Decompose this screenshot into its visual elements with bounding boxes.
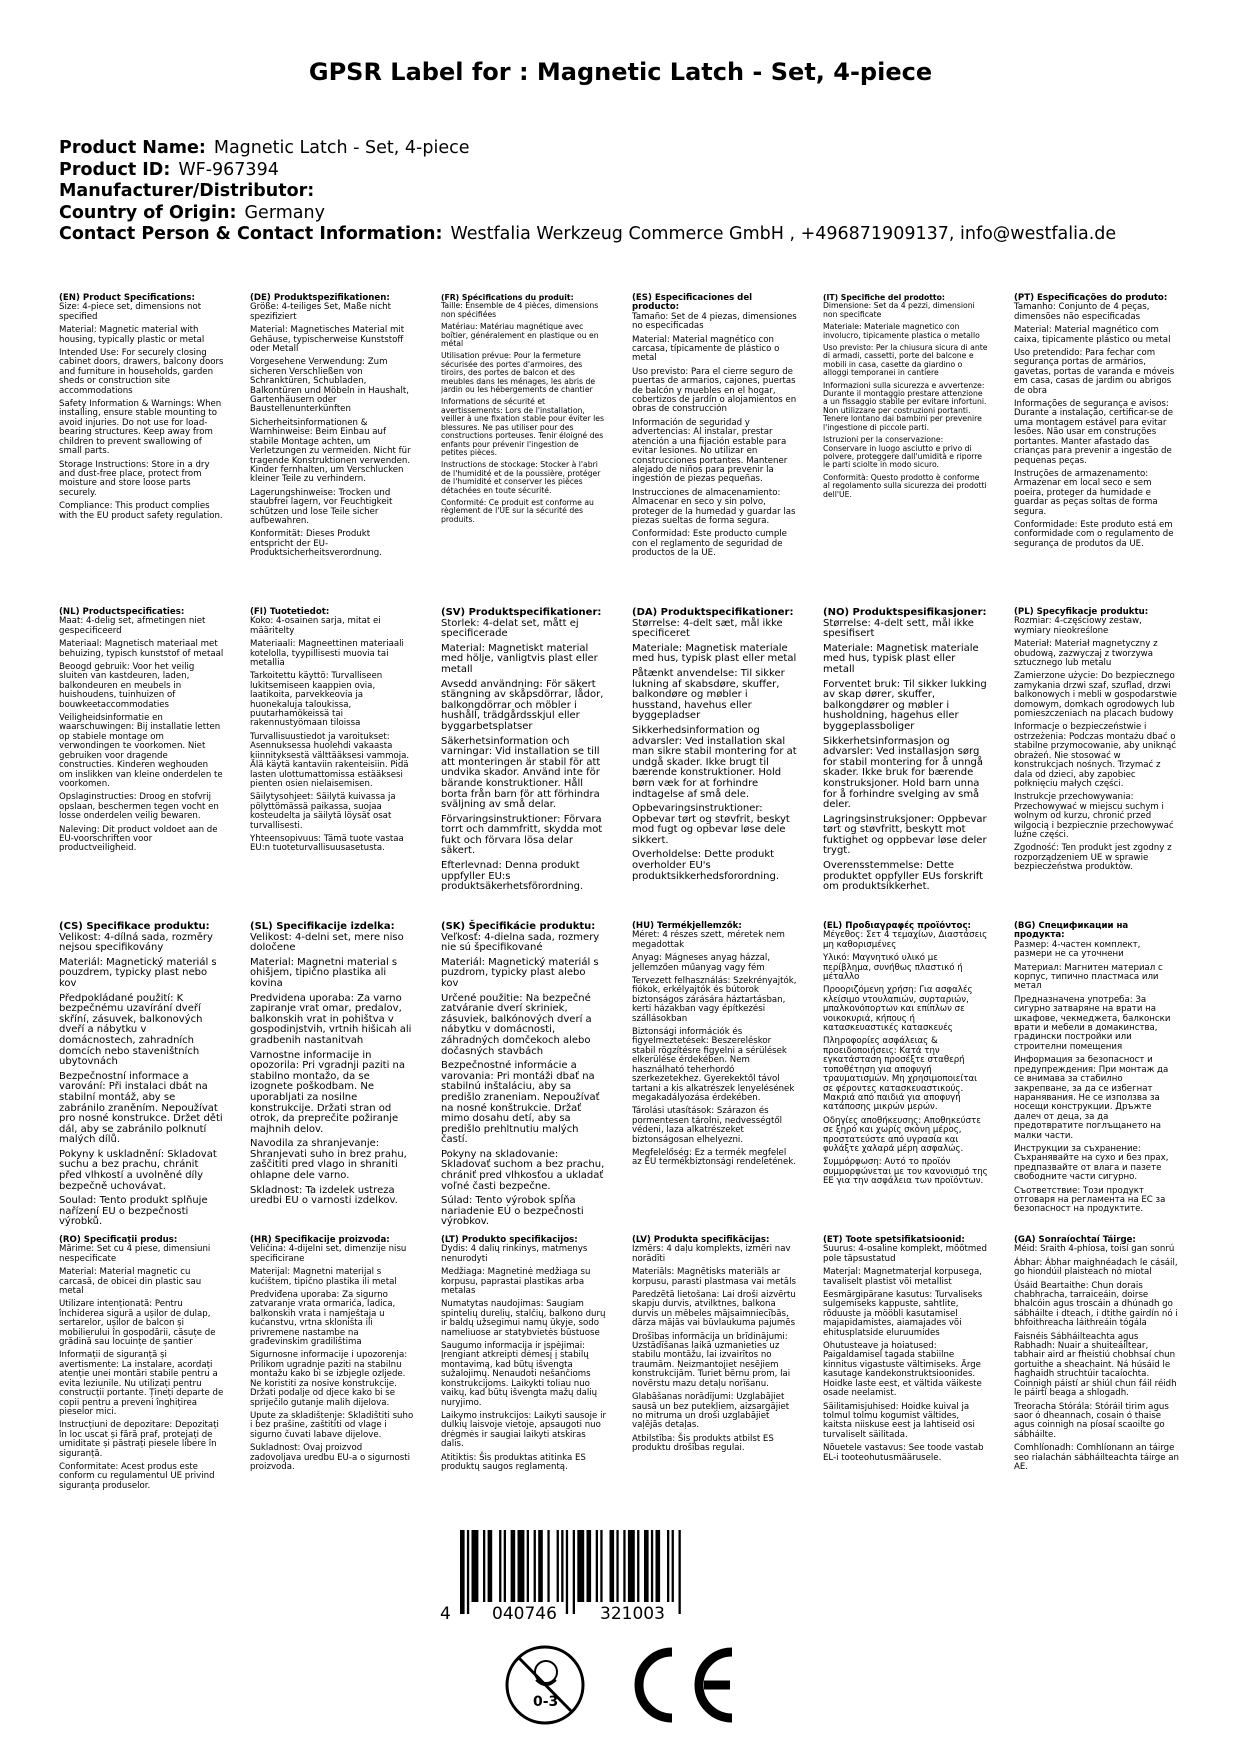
spec-paragraph: Méret: 4 részes szett, méretek nem megadottak (632, 930, 785, 950)
spec-paragraph: Predviđena uporaba: Za sigurno zatvaranje vrata ormarića, ladica, balkonskih vrata i namještaja u kućanstvu, vrtna skloništa ili privremene nastambe na građevinskim gradilištima (250, 1290, 396, 1348)
spec-heading: (HU) Termékjellemzők: (632, 921, 742, 931)
spec-paragraph: Materiál: Magnetický materiál s puzdrom, typicky plast alebo kov (441, 956, 599, 989)
spec-paragraph: Zgodność: Ten produkt jest zgodny z rozporządzeniem UE w sprawie bezpieczeństwa produktów. (1014, 843, 1172, 873)
spec-paragraph: Instrucciones de almacenamiento: Almacenar en seco y sin polvo, proteger de la humedad y guardar las piezas sueltas de forma segura. (632, 487, 796, 526)
spec-paragraph: Tamanho: Conjunto de 4 peças, dimensões não especificadas (1014, 302, 1150, 322)
spec-paragraph: Uso previsto: Para el cierre seguro de puertas de armarios, cajones, puertas de balcón y muebles en el hogar, cobertizos de jardín o alojamientos en obras de construcción (632, 366, 797, 415)
barcode-left-digits: 040746 (492, 1604, 557, 1624)
barcode-bar (566, 1530, 568, 1614)
barcode-bar (573, 1530, 575, 1614)
barcode-bar (547, 1530, 549, 1602)
spec-paragraph: Instructions de stockage: Stocker à l'abri de l'humidité et de la poussière, protéger de l'humidité et conserver les pièces détachées en toute sécurité. (441, 460, 601, 495)
spec-paragraph: Yhteensopivuus: Tämä tuote vastaa EU:n tuoteturvallisuusasetusta. (250, 833, 404, 854)
product-info (59, 138, 1116, 246)
spec-heading: (PL) Specyfikacje produktu: (1014, 607, 1149, 617)
product-name-row (59, 138, 1116, 160)
barcode-bar (610, 1530, 615, 1602)
spec-paragraph: Tarkoitettu käyttö: Turvalliseen lukitsemiseen kaappien ovia, laatikoita, parvekkeovia ja huonekaluja taloukissa, puutarhamökeissä tai rakennustyömaan tiloissa (250, 671, 383, 729)
spec-block (250, 1236, 415, 1476)
spec-block (632, 922, 797, 1172)
spec-heading: (NL) Productspecificaties: (59, 607, 185, 617)
age-range-text: 0-3 (533, 1694, 559, 1710)
spec-paragraph: Suurus: 4-osaline komplekt, mõõtmed pole täpsustatud (823, 1244, 988, 1264)
spec-paragraph: Material: Magnetni material s ohišjem, tipično plastika ali kovina (250, 956, 398, 989)
spec-paragraph: Atitiktis: Šis produktas atitinka ES produktų saugos reglamentą. (441, 1452, 586, 1472)
spec-paragraph: Предназначена употреба: За сигурно затваряне на врати на шкафове, чекмеджета, балконски врати и мебели в домакинства, градински постройки или строителни помещения (1014, 994, 1171, 1052)
spec-paragraph: Sigurnosne informacije i upozorenja: Prilikom ugradnje paziti na stabilnu montažu kako bi se izbjegle ozljede. Ne koristiti za nosive konstrukcije. Držati podalje od djece kako bi se spriječilo gutanje malih dijelova. (250, 1350, 408, 1408)
contact-row (59, 224, 1116, 246)
spec-block (441, 294, 606, 528)
spec-paragraph: Beoogd gebruik: Voor het veilig sluiten van kastdeuren, laden, balkondeuren en meubels in huishoudens, tuinhuizen of bouwkeetaccommodaties (59, 662, 195, 710)
spec-paragraph: Efterlevnad: Denna produkt uppfyller EU:s produktsäkerhetsförordning. (441, 860, 584, 893)
barcode-bar (587, 1530, 592, 1602)
spec-paragraph: Lagringsinstruksjoner: Oppbevar tørt og støvfritt, beskytt mot fuktighet og oppbevar løse deler trygt. (823, 813, 987, 857)
spec-block (1014, 294, 1179, 553)
spec-paragraph: Eesmärgipärane kasutus: Turvaliseks sulgemiseks kappuste, sahtlite, rõduuste ja mööbli kasutamisel majapidamistes, aiamajades või ehitusplatside eluruumides (823, 1290, 983, 1338)
no-children-0-3-icon (507, 1647, 583, 1723)
spec-paragraph: Tárolási utasítások: Szárazon és pormentesen tárolni, nedvességtől védeni, laza alkatrészeket biztonságosan elhelyezni. (632, 1106, 782, 1145)
spec-paragraph: Lagerungshinweise: Trocken und staubfrei lagern, vor Feuchtigkeit schützen und lose Teile sicher aufbewahren. (250, 487, 393, 526)
barcode (440, 1530, 700, 1630)
spec-block (441, 608, 606, 897)
spec-block (823, 608, 988, 897)
spec-paragraph: Συμμόρφωση: Αυτό το προϊόν συμμορφώνεται με τον κανονισμό της ΕΕ για την ασφάλεια των προϊόντων. (823, 1157, 988, 1187)
spec-paragraph: Veličina: 4-dijelni set, dimenzije nisu specificirane (250, 1244, 407, 1264)
barcode-bar (527, 1530, 529, 1602)
spec-paragraph: Utilisation prévue: Pour la fermeture sécurisée des portes d'armoires, des tiroirs, des portes de balcon et des meubles dans les ménages, les abris de jardin ou les hébergements de chantier (441, 351, 596, 395)
spec-heading: (SK) Špecifikácie produktu: (441, 921, 596, 932)
spec-paragraph: Säilytysohjeet: Säilytä kuivassa ja pölyttömässä paikassa, suojaa kosteudelta ja säilytä löysät osat turvallisesti. (250, 792, 396, 831)
spec-heading: (SV) Produktspecifikationer: (441, 607, 602, 618)
spec-paragraph: Materiál: Magnetický materiál s pouzdrem, typicky plast nebo kov (59, 956, 217, 989)
spec-paragraph: Instrucțiuni de depozitare: Depozitați în loc uscat și fără praf, protejați de umiditate și păstrați piesele libere în siguranță. (59, 1420, 219, 1459)
spec-paragraph: Safety Information & Warnings: When installing, ensure stable mounting to avoid injuries. Do not use for load-bearing structures. Keep away from children to prevent swallowing of small parts. (59, 399, 222, 457)
barcode-right-digits: 321003 (600, 1604, 665, 1624)
barcode-bar (577, 1530, 584, 1602)
spec-block (823, 294, 988, 503)
spec-paragraph: Predvidena uporaba: Za varno zapiranje vrat omar, predalov, balkonskih vrat in pohištva v gospodinjstvih, vrtnih hišicah ali gradbenih nastanitvah (250, 992, 412, 1046)
barcode-bar (651, 1530, 653, 1602)
barcode-bar (499, 1530, 501, 1602)
barcode-bar (672, 1530, 674, 1602)
product-id-value: WF-967394 (178, 159, 279, 180)
spec-heading: (EN) Product Specifications: (59, 293, 195, 303)
spec-paragraph: Sikkerhetsinformasjon og advarsler: Ved installasjon sørg for stabil montering for å unngå skader. Ikke bruk for bærende konstruksjoner. Hold barn unna for å forhindre svelging av små deler. (823, 735, 984, 811)
barcode-first-digit: 4 (440, 1604, 451, 1624)
spec-paragraph: Materjal: Magnetmaterjal korpusega, tavaliselt plastist või metallist (823, 1267, 982, 1287)
spec-paragraph: Instrukcje przechowywania: Przechowywać w miejscu suchym i wolnym od kurzu, chronić przed wilgocią i bezpiecznie przechowywać luźne części. (1014, 792, 1174, 840)
ce-mark-icon (639, 1652, 732, 1718)
spec-paragraph: Atbilstība: Šis produkts atbilst ES produktu drošības regulai. (632, 1433, 774, 1454)
spec-paragraph: Overensstemmelse: Dette produktet oppfyller EUs forskrift om produktsikkerhet. (823, 860, 984, 893)
compliance-symbols (500, 1640, 760, 1730)
product-id-row (59, 160, 1116, 182)
spec-heading: (IT) Specifiche del prodotto: (823, 293, 945, 302)
barcode-bar (511, 1530, 516, 1602)
spec-block (59, 608, 224, 858)
spec-heading: (GA) Sonraíochtaí Táirge: (1014, 1235, 1136, 1245)
spec-paragraph: Numatytas naudojimas: Saugiam spintelių durelių, stalčių, balkono durų ir baldų užsegimui namų ūkyje, sodo nameliuose ar statybvietės būstuose (441, 1299, 606, 1338)
barcode-bar (483, 1530, 485, 1602)
barcode-bar (460, 1530, 465, 1614)
spec-paragraph: Comhlíonadh: Comhlíonann an táirge seo rialachán sábháilteachta táirge an AE. (1014, 1443, 1179, 1472)
spec-paragraph: Drošības informācija un brīdinājumi: Uzstādīšanas laikā uzmanieties uz stabilu montāžu, lai izvairītos no traumām. Neizmantojiet nesējiem konstrukcijām. Turiet bērnu prom, lai novērstu mazu detaļu norīšanu. (632, 1331, 791, 1389)
spec-paragraph: Υλικό: Μαγνητικό υλικό με περίβλημα, συνήθως πλαστικό ή μέταλλο (823, 953, 963, 983)
spec-paragraph: Uso previsto: Per la chiusura sicura di ante di armadi, cassetti, porte del balcone e mobili in casa, casette da giardino o alloggi temporanei in cantiere (823, 343, 988, 378)
spec-block (59, 922, 224, 1232)
spec-paragraph: Material: Material magnético con carcasa, típicamente de plástico o metal (632, 334, 780, 364)
spec-paragraph: Förvaringsinstruktioner: Förvara torrt och dammfritt, skydda mot fukt och förvara lösa delar säkert. (441, 813, 603, 857)
spec-heading: (NO) Produktspesifikasjoner: (823, 607, 987, 618)
spec-paragraph: Matériau: Matériau magnétique avec boîtier, généralement en plastique ou en métal (441, 322, 599, 349)
spec-paragraph: Size: 4-piece set, dimensions not specified (59, 302, 202, 322)
spec-block (59, 294, 224, 525)
spec-paragraph: Avsedd användning: För säkert stängning av skåpsdörrar, lådor, balkongdörrar och möbler i hushåll, trädgårdsskjul eller byggarbetsplatser (441, 678, 604, 732)
spec-paragraph: Turvallisuustiedot ja varoitukset: Asennuksessa huolehdi vakaasta kiinnityksestä välttääksesi vammoja. Älä käytä kantaviin rakenteisiin. Pidä lasten ulottumattomissa estääksesi pienten osien nielaisemisen. (250, 731, 410, 789)
contact-label: Contact Person & Contact Information: (59, 224, 443, 244)
spec-heading: (DE) Produktspezifikationen: (250, 293, 390, 303)
spec-paragraph: Tervezett felhasználás: Szekrényajtók, fiókok, erkélyajtók és bútorok biztonságos zárására háztartásban, kerti házakban vagy építkezési szállásokban (632, 976, 797, 1024)
barcode-bar (534, 1530, 536, 1602)
spec-heading: (BG) Спецификации на продукта: (1014, 921, 1129, 941)
spec-paragraph: Medžiaga: Magnetinė medžiaga su korpusu, paprastai plastikas arba metalas (441, 1267, 591, 1297)
spec-paragraph: Paredzētā lietošana: Lai droši aizvērtu skapju durvis, atvilktnes, balkona durvis un mēbeles mājsaimniecībās, dārza mājās vai būvlaukuma pajumēs (632, 1290, 796, 1329)
barcode-bar (538, 1530, 543, 1602)
spec-paragraph: Uso pretendido: Para fechar com segurança portas de armários, gavetas, portas de varanda e móveis em casa, casas de jardim ou abrigos de obra (1014, 348, 1175, 396)
barcode-bar (628, 1530, 635, 1602)
spec-paragraph: Informacje o bezpieczeństwie i ostrzeżenia: Podczas montażu dbać o stabilne przymocowanie, aby uniknąć obrażeń. Nie stosować w konstrukcjach nośnych. Trzymać z dala od dzieci, aby zapobiec połknięciu małych części. (1014, 722, 1177, 789)
barcode-bar (600, 1530, 602, 1602)
spec-paragraph: Conformidade: Este produto está em conformidade com o regulamento de segurança de produtos da UE. (1014, 519, 1174, 549)
spec-paragraph: Säkerhetsinformation och varningar: Vid installation se till att monteringen är stabil för att undvika skador. Använd inte för bärande konstruktioner. Håll borta från barn för att förhindra sväljning av små delar. (441, 735, 601, 811)
spec-heading: (ES) Especificaciones del producto: (632, 293, 753, 313)
spec-paragraph: Biztonsági információk és figyelmeztetések: Beszereléskor stabil rögzítésre figyelni a sérülések elkerülése érdekében. Nem használható teherhordó szerkezetekhez. Gyerekektől távol tartani a kis alkatrészek lenyelésének megakadályozása érdekében. (632, 1027, 795, 1103)
spec-paragraph: Ohutusteave ja hoiatused: Paigaldamisel tagada stabiilne kinnitus vigastuste vältimiseks. Ärge kasutage kandekonstruktsioonides. Hoidke laste eest, et vältida väikeste osade neelamist. (823, 1341, 982, 1399)
spec-paragraph: Opbevaringsinstruktioner: Opbevar tørt og støvfrit, beskyt mod fugt og opbevar løse dele sikkert. (632, 803, 790, 846)
spec-paragraph: Informações de segurança e avisos: Durante a instalação, certificar-se de uma montagem estável para evitar lesões. Não usar em construções portantes. Manter afastado das crianças para prevenir a ingestão de pequenas peças. (1014, 399, 1174, 466)
spec-paragraph: Varnostne informacije in opozorila: Pri vgradnji paziti na stabilno montažo, da se izognete poškodbam. Ne uporabljati za nosilne konstrukcije. Držati stran od otrok, da preprečite požiranje majhnih delov. (250, 1049, 405, 1135)
spec-paragraph: Overholdelse: Dette produkt overholder EU's produktsikkerhedsforordning. (632, 849, 780, 882)
spec-paragraph: Sicherheitsinformationen & Warnhinweise: Beim Einbau auf stabile Montage achten, um Verletzungen zu vermeiden. Nicht für tragende Konstruktionen verwenden. Kinder fernhalten, um Verschlucken kleiner Teile zu verhindern. (250, 417, 411, 485)
spec-block (441, 922, 606, 1232)
spec-block (250, 294, 415, 563)
spec-paragraph: Materijal: Magnetni materijal s kućištem, tipično plastika ili metal (250, 1267, 397, 1287)
barcode-bar (616, 1530, 618, 1602)
spec-paragraph: Rozmiar: 4-częściowy zestaw, wymiary nieokreślone (1014, 616, 1142, 636)
spec-paragraph: Mărime: Set cu 4 piese, dimensiuni nespecificate (59, 1244, 211, 1264)
product-name-label: Product Name: (59, 138, 206, 158)
spec-paragraph: Størrelse: 4-delt sæt, mål ikke specificeret (632, 617, 783, 640)
spec-paragraph: Veiligheidsinformatie en waarschuwingen: Bij installatie letten op stabiele montage om verwondingen te voorkomen. Niet gebruiken voor dragende constructies. Kinderen weghouden om inslikken van kleine onderdelen te voorkomen. (59, 713, 223, 789)
spec-paragraph: Informații de siguranță și avertismente: La instalare, acordați atenție unei montări stabile pentru a evita leziunile. Nu utilizați pentru construcții portante. Țineți departe de copii pentru a preveni înghițirea pieselor mici. (59, 1350, 224, 1417)
spec-paragraph: Skladnost: Ta izdelek ustreza uredbi EU o varnosti izdelkov. (250, 1184, 398, 1207)
label-title: GPSR Label for : Magnetic Latch - Set, 4-piece (308, 58, 933, 86)
spec-paragraph: Předpokládané použití: K bezpečnému uzavírání dveří skříní, zásuvek, balkonových dveří a nábytku v domácnostech, zahradních domcích nebo staveništních ubytovnách (59, 992, 203, 1068)
spec-paragraph: Určené použitie: Na bezpečné zatváranie dverí skriniek, zásuviek, balkónových dverí a nábytku v domácnosti, záhradných domčekoch alebo dočasných stavbách (441, 992, 592, 1057)
spec-paragraph: Tamaño: Set de 4 piezas, dimensiones no especificadas (632, 311, 797, 332)
spec-heading: (SL) Specifikacije izdelka: (250, 921, 395, 932)
barcode-bar (467, 1530, 469, 1614)
barcode-bar (623, 1530, 625, 1602)
country-row (59, 203, 1116, 225)
spec-paragraph: Velikost: 4-delni set, mere niso določene (250, 931, 404, 954)
spec-paragraph: Nõuetele vastavus: See toode vastab EL-i tooteohutusmäärusele. (823, 1443, 984, 1463)
spec-heading: (HR) Specifikacije proizvoda: (250, 1235, 390, 1245)
spec-paragraph: Faisnéis Sábháilteachta agus Rabhadh: Nuair a shuiteáiltear, tabhair aird ar fheistiú chobhsaí chun gortuithe a sheachaint. Ná húsáid le haghaidh struchtúir tacaíochta. Coinnigh páistí ar shiúl chun fáil réidh le páirtí beaga a shlogadh. (1014, 1331, 1177, 1399)
spec-block (1014, 608, 1179, 877)
spec-heading: (DA) Produktspecifikationer: (632, 607, 794, 618)
spec-block (250, 608, 415, 858)
spec-paragraph: Ábhar: Ábhar maighnéadach le cásáil, go hiondúil plaisteach nó miotal (1014, 1257, 1178, 1278)
spec-paragraph: Material: Magnetiskt material med hölje, vanligtvis plast eller metall (441, 642, 598, 675)
spec-paragraph: Materiał: Materiał magnetyczny z obudową, zazwyczaj z tworzywa sztucznego lub metalu (1014, 639, 1158, 669)
spec-block (632, 1236, 797, 1458)
spec-heading: (CS) Specifikace produktu: (59, 921, 210, 932)
country-label: Country of Origin: (59, 202, 237, 223)
barcode-bar (561, 1530, 563, 1602)
spec-paragraph: Konformität: Dieses Produkt entspricht der EU-Produktsicherheitsverordnung. (250, 529, 382, 559)
spec-paragraph: Súlad: Tento výrobok spĺňa nariadenie EÚ o bezpečnosti výrobkov. (441, 1195, 584, 1228)
spec-paragraph: Pokyny na skladovanie: Skladovať suchom a bez prachu, chrániť pred vlhkosťou a ukladať voľné časti bezpečne. (441, 1148, 605, 1192)
spec-block (441, 1236, 606, 1476)
spec-block (632, 294, 797, 563)
spec-paragraph: Úsáid Beartaithe: Chun dorais chabhracha, tarraiceáin, doirse bhalcóin agus troscáin a dhúnadh go sábháilte i dteach, i dtithe gairdín nó i bhfoithreacha láithreáin tógála (1014, 1280, 1178, 1329)
spec-paragraph: Conformidad: Este producto cumple con el reglamento de seguridad de productos de la UE. (632, 529, 787, 559)
spec-block (823, 922, 988, 1191)
spec-heading: (EL) Προδιαγραφές προϊόντος: (823, 921, 971, 931)
spec-paragraph: Instruções de armazenamento: Armazenar em local seco e sem poeira, proteger da humidade e guardar as peças soltas de forma segura. (1014, 468, 1158, 517)
spec-paragraph: Soulad: Tento produkt splňuje nařízení EU o bezpečnosti výrobků. (59, 1195, 208, 1228)
spec-paragraph: Méid: Sraith 4-phíosa, toisí gan sonrú (1014, 1244, 1175, 1255)
spec-paragraph: Vorgesehene Verwendung: Zum sicheren Verschließen von Schranktüren, Schubladen, Balkontüren und Möbeln in Haushalt, Gartenhäusern oder Baustellenunterkünften (250, 357, 410, 415)
spec-paragraph: Bezpečnostní informace a varování: Při instalaci dbát na stabilní montáž, aby se zabránilo zraněním. Nepoužívat pro nosné konstrukce. Držet děti dál, aby se zabránilo polknutí malých dílů. (59, 1070, 223, 1146)
barcode-bar (679, 1530, 681, 1614)
spec-paragraph: Navodila za shranjevanje: Shranjevati suho in brez prahu, zaščititi pred vlago in shraniti ohlapne dele varno. (250, 1138, 407, 1182)
barcode-bar (644, 1530, 649, 1602)
spec-paragraph: Informations de sécurité et avertissements: Lors de l'installation, veiller à une fixation stable pour éviter les blessures. Ne pas utiliser pour des constructions porteuses. Tenir éloigné des enfants pour prévenir l'ingestion de petites pièces. (441, 397, 604, 457)
spec-heading: (ET) Toote spetsifikatsioonid: (823, 1235, 965, 1245)
spec-paragraph: Materiale: Materiale magnetico con involucro, tipicamente plastica o metallo (823, 322, 980, 340)
spec-paragraph: Μέγεθος: Σετ 4 τεμαχίων, Διαστάσεις μη καθορισμένες (823, 930, 988, 950)
country-value: Germany (244, 202, 325, 223)
barcode-bar (472, 1530, 479, 1602)
spec-paragraph: Größe: 4-teiliges Set, Maße nicht spezifiziert (250, 302, 391, 322)
spec-paragraph: Pokyny k uskladnění: Skladovat suchu a bez prachu, chránit před vlhkostí a uvolněné díly bezpečně uchovávat. (59, 1148, 217, 1192)
spec-paragraph: Izmērs: 4 daļu komplekts, izmēri nav norādīti (632, 1244, 791, 1264)
spec-paragraph: Materiaali: Magneettinen materiaali kotelolla, tyypillisesti muovia tai metallia (250, 639, 404, 669)
spec-paragraph: Forventet bruk: Til sikker lukking av skap dører, skuffer, balkongdører og møbler i husholdning, hagehus eller byggeplassboliger (823, 678, 987, 732)
spec-paragraph: Πληροφορίες ασφάλειας & προειδοποιήσεις: Κατά την εγκατάσταση προσέξτε σταθερή τοποθέτηση για αποφυγή τραυματισμών. Μη χρησιμοποιείται σε φέροντες κατασκευαστικούς. Μακριά από παιδιά για αποφυγή κατάποσης μικρών μερών. (823, 1036, 978, 1113)
barcode-bar (596, 1530, 598, 1602)
spec-paragraph: Informazioni sulla sicurezza e avvertenze: Durante il montaggio prestare attenzione a un fissaggio stabile per evitare infortuni. Non utilizzare per costruzioni portanti. Tenere lontano dai bambini per prevenire l'ingestione di piccole parti. (823, 380, 987, 432)
spec-paragraph: Инструкции за съхранение: Съхранявайте на сухо и без прах, предпазвайте от влага и пазете свободните части сигурно. (1014, 1143, 1169, 1183)
spec-paragraph: Utilizare intenționată: Pentru închiderea sigură a ușilor de dulap, sertarelor, ușilor de balcon și mobilierului în gospodării, căsuțe de grădină sau locuințe de șantier (59, 1299, 216, 1348)
spec-paragraph: Påtænkt anvendelse: Til sikker lukning af skabsdøre, skuffer, balkondøre og møbler i husstand, havehus eller byggepladser (632, 667, 785, 722)
barcode-bar (557, 1530, 559, 1602)
spec-paragraph: Anyag: Mágneses anyag házzal, jellemzően műanyag vagy fém (632, 953, 770, 973)
spec-block (1014, 922, 1179, 1219)
spec-paragraph: Storage Instructions: Store in a dry and dust-free place, protect from moisture and store loose parts securely. (59, 459, 210, 498)
spec-paragraph: Conformitate: Acest produs este conform cu regulamentul UE privind siguranța produselor. (59, 1461, 215, 1491)
spec-heading: (FI) Tuotetiedot: (250, 607, 330, 617)
spec-heading: (LT) Produkto specifikacijos: (441, 1235, 578, 1245)
spec-block (1014, 1236, 1179, 1476)
spec-paragraph: Materiaal: Magnetisch materiaal met behuizing, typisch kunststof of metaal (59, 639, 224, 659)
spec-paragraph: Glabāšanas norādījumi: Uzglabājiet sausā un bez putekļiem, aizsargājiet no mitruma un droši uzglabājiet vaļējās detaļas. (632, 1392, 790, 1431)
spec-heading: (LV) Produkta specifikācijas: (632, 1235, 770, 1245)
spec-paragraph: Naleving: Dit product voldoet aan de EU-voorschriften voor productveiligheid. (59, 824, 218, 854)
spec-block (823, 1236, 988, 1467)
spec-paragraph: Material: Magnetic material with housing, typically plastic or metal (59, 325, 205, 345)
spec-block (59, 1236, 224, 1495)
spec-paragraph: Информация за безопасност и предупреждения: При монтаж да се внимава за стабилно закрепване, за да се избегнат наранявания. Не се използва за носещи конструкции. Дръжте далеч от деца, за да предотвратите поглъщането на малки части. (1014, 1055, 1169, 1141)
spec-heading: (FR) Spécifications du produit: (441, 293, 574, 302)
spec-paragraph: Προοριζόμενη χρήση: Για ασφαλές κλείσιμο ντουλαπιών, συρταριών, μπαλκονόπορτων και επίπλων σε νοικοκυριά, κήπους ή κατασκευαστικές κατασκευές (823, 985, 973, 1034)
spec-paragraph: Información de seguridad y advertencias: Al instalar, prestar atención a una fijación estable para evitar lesiones. No utilizar en construcciones portantes. Mantener alejado de niños para prevenir la ingestión de piezas pequeñas. (632, 417, 788, 485)
spec-paragraph: Материал: Магнитен материал с корпус, типично пластмаса или метал (1014, 962, 1163, 992)
spec-paragraph: Megfelelőség: Ez a termék megfelel az EU termékbiztonsági rendeletének. (632, 1147, 796, 1168)
spec-paragraph: Materiale: Magnetisk materiale med hus, typisk plast eller metall (823, 642, 979, 675)
product-id-label: Product ID: (59, 159, 171, 180)
spec-block (632, 608, 797, 886)
spec-paragraph: Bezpečnostné informácie a varovania: Pri montáži dbať na stabilnú inštaláciu, aby sa predišlo zraneniam. Nepoužívať na nosné konštrukcie. Držať mimo dosahu detí, aby sa predišlo prehltnutiu malých častí. (441, 1060, 600, 1146)
spec-paragraph: Dydis: 4 dalių rinkinys, matmenys nenurodyti (441, 1244, 588, 1264)
spec-paragraph: Οδηγίες αποθήκευσης: Αποθηκεύστε σε ξηρό και χωρίς σκόνη μέρος, προστατεύστε από υγρασία και φυλάξτε χαλαρά μέρη ασφαλώς. (823, 1115, 981, 1154)
spec-paragraph: Laikymo instrukcijos: Laikyti sausoje ir dulkių laisvoje vietoje, apsaugoti nuo drėgmės ir saugiai laikyti atskiras dalis. (441, 1410, 606, 1450)
spec-paragraph: Maat: 4-delig set, afmetingen niet gespecificeerd (59, 616, 206, 636)
spec-block (250, 922, 415, 1211)
spec-paragraph: Treoracha Stórála: Stóráil tirim agus saor ó dheannach, cosain ó thaise agus coinnigh na píosaí scaoilte go sábháilte. (1014, 1401, 1169, 1440)
barcode-bar (488, 1530, 493, 1602)
barcode-bar (504, 1530, 506, 1602)
spec-paragraph: Conformità: Questo prodotto è conforme al regolamento sulla sicurezza dei prodotti dell'UE. (823, 472, 987, 499)
spec-paragraph: Koko: 4-osainen sarja, mitat ei määritelty (250, 616, 381, 636)
spec-paragraph: Istruzioni per la conservazione: Conservare in luogo asciutto e privo di polvere, proteggere dall'umidità e riporre le parti sciolte in modo sicuro. (823, 435, 983, 470)
spec-paragraph: Velikost: 4-dílná sada, rozměry nejsou specifikovány (59, 931, 213, 954)
spec-paragraph: Upute za skladištenje: Skladištiti suho i bez prašine, zaštititi od vlage i sigurno čuvati labave dijelove. (250, 1410, 414, 1440)
spec-paragraph: Veľkosť: 4-dielna sada, rozmery nie sú špecifikované (441, 931, 600, 954)
barcode-bar (518, 1530, 525, 1602)
spec-paragraph: Intended Use: For securely closing cabinet doors, drawers, balcony doors and furniture in households, garden sheds or construction site accommodations (59, 348, 224, 396)
spec-paragraph: Compliance: This product complies with the EU product safety regulation. (59, 501, 223, 521)
spec-paragraph: Material: Material magnético com caixa, tipicamente plástico ou metal (1014, 325, 1171, 345)
barcode-bar (656, 1530, 661, 1602)
spec-paragraph: Säilitamisjuhised: Hoidke kuival ja tolmul tolmu kogumist vältides, kaitsta niiskuse eest ja lahtiseid osi turvaliselt säilitada. (823, 1401, 975, 1440)
spec-paragraph: Material: Magnetisches Material mit Gehäuse, typischerweise Kunststoff oder Metall (250, 325, 405, 355)
spec-paragraph: Storlek: 4-delat set, mått ej specificerade (441, 617, 579, 640)
spec-paragraph: Размер: 4-частен комплект, размери не са уточнени (1014, 939, 1141, 960)
manufacturer-row (59, 181, 1116, 203)
spec-paragraph: Opslaginstructies: Droog en stofvrij opslaan, beschermen tegen vocht en losse onderdelen veilig bewaren. (59, 792, 219, 822)
spec-paragraph: Sikkerhedsinformation og advarsler: Ved installation skal man sikre stabil montering for at undgå skader. Ikke brugt til bærende konstruktioner. Hold børn væk for at forhindre indtagelse af små dele. (632, 724, 797, 800)
spec-paragraph: Saugumo informacija ir įspėjimai: Įrengiant atkreipti dėmesį į stabilų montavimą, kad būtų išvengta sužalojimų. Nenaudoti nešančioms konstrukcijoms. Laikykti toliau nuo vaikų, kad būtų išvengta mažų dalių nuryjimo. (441, 1341, 598, 1408)
spec-paragraph: Zamierzone użycie: Do bezpiecznego zamykania drzwi szaf, szuflad, drzwi balkonowych i mebli w gospodarstwie domowym, domkach ogrodowych lub pomieszczeniach na placach budowy (1014, 671, 1177, 720)
spec-paragraph: Съответствие: Този продукт отговаря на регламента на ЕС за безопасност на продуктите. (1014, 1185, 1166, 1215)
spec-paragraph: Materiale: Magnetisk materiale med hus, typisk plast eller metal (632, 642, 797, 665)
spec-heading: (PT) Especificações do produto: (1014, 293, 1168, 303)
spec-heading: (RO) Specificații produs: (59, 1235, 178, 1245)
contact-value: Westfalia Werkzeug Commerce GmbH , +496871909137, info@westfalia.de (450, 224, 1117, 244)
spec-paragraph: Størrelse: 4-delt sett, mål ikke spesifisert (823, 617, 974, 640)
spec-paragraph: Dimensione: Set da 4 pezzi, dimensioni non specificate (823, 301, 975, 319)
spec-paragraph: Material: Material magnetic cu carcasă, de obicei din plastic sau metal (59, 1267, 202, 1297)
spec-paragraph: Conformité: Ce produit est conforme au règlement de l'UE sur la sécurité des produits. (441, 497, 594, 524)
barcode-bar (637, 1530, 639, 1602)
product-name-value: Magnetic Latch - Set, 4-piece (213, 138, 470, 158)
barcode-bar (667, 1530, 669, 1602)
spec-paragraph: Taille: Ensemble de 4 pièces, dimensions non spécifiées (441, 301, 599, 319)
manufacturer-label: Manufacturer/Distributor: (59, 181, 315, 201)
spec-paragraph: Materiāls: Magnētisks materiāls ar korpusu, parasti plastmasa vai metāls (632, 1267, 796, 1287)
spec-paragraph: Sukladnost: Ovaj proizvod zadovoljava uredbu EU-a o sigurnosti proizvoda. (250, 1443, 411, 1472)
